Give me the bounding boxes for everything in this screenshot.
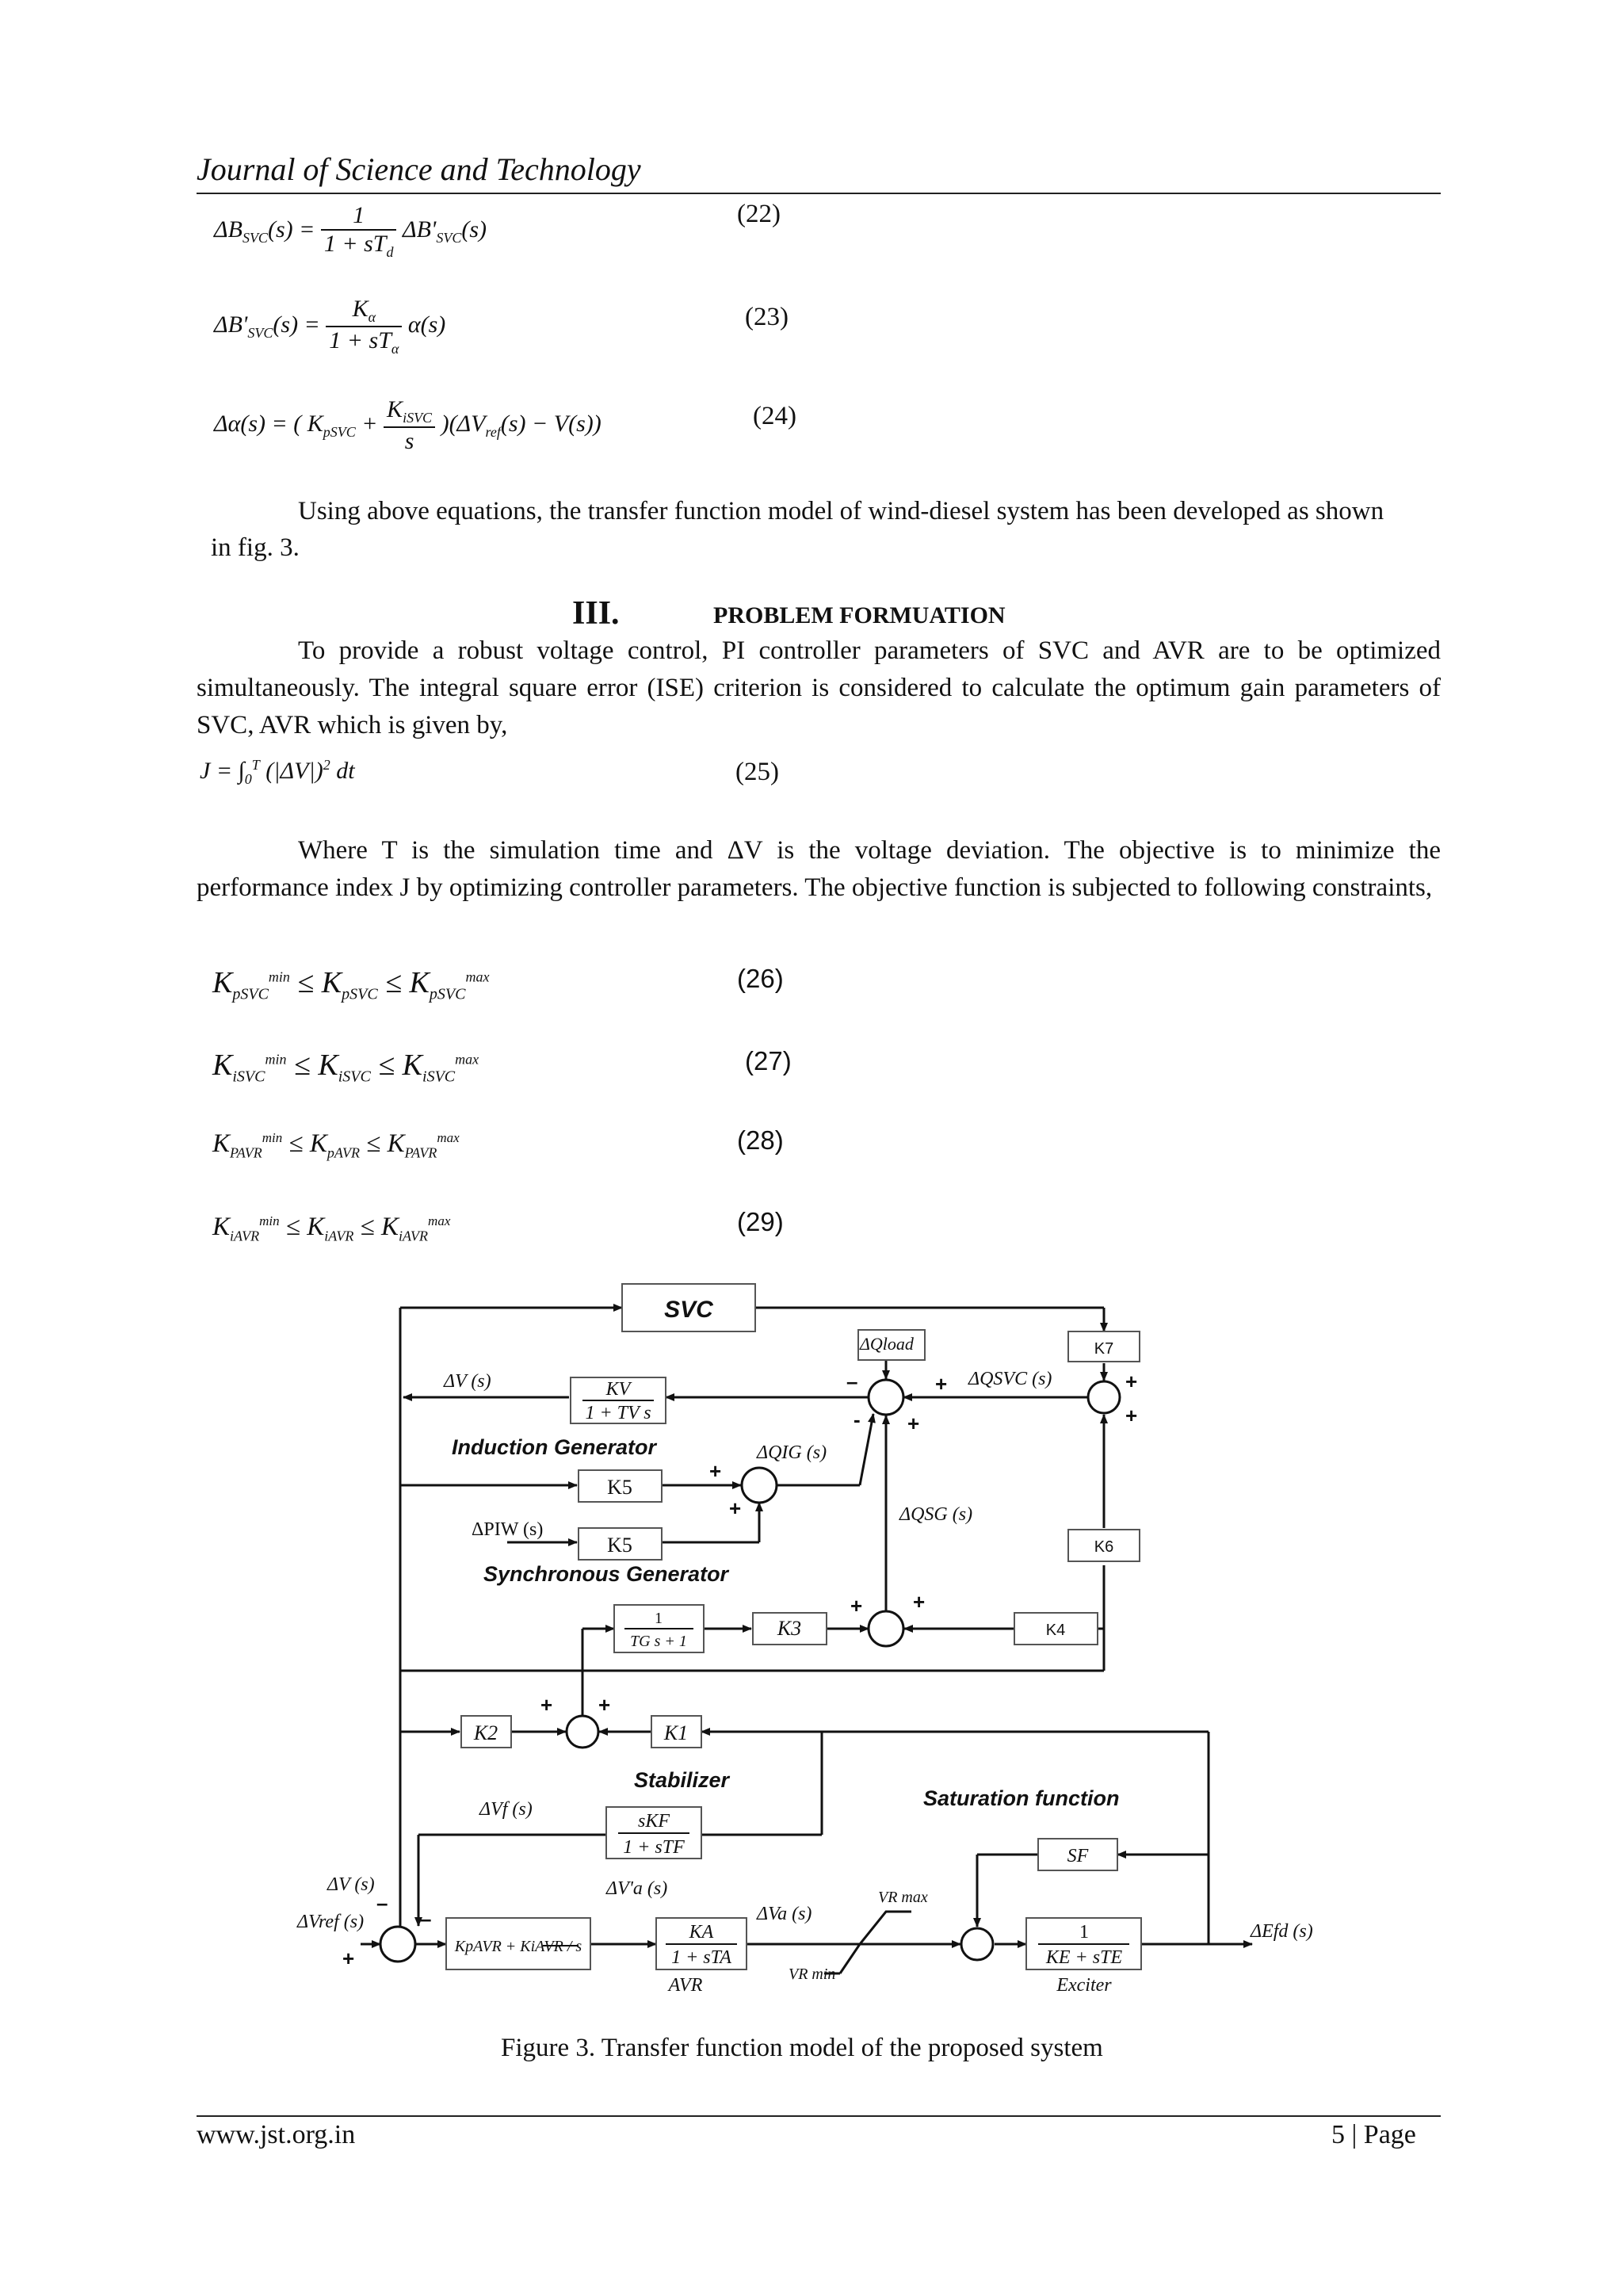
equation-26: $K_{pSVC}^{min} \le K_{pSVC} \le K_{pSVC}^{max}$ [212, 966, 490, 1003]
dq-sg-label: ΔQSG (s) [899, 1504, 973, 1525]
pi-label: KpAVR + KiAVR / s [454, 1938, 582, 1955]
k5-lower-label: K5 [607, 1534, 632, 1557]
stabilizer-numerator: sKF [637, 1811, 670, 1832]
footer-page-number: 5 | Page [1331, 2120, 1416, 2149]
dp-iw-label: ΔPIW (s) [472, 1519, 544, 1540]
dvf-label: ΔVf (s) [479, 1799, 533, 1820]
equation-23-number: (23) [745, 303, 789, 331]
equation-28-number: (28) [737, 1125, 784, 1155]
paragraph-1-line-1: Using above equations, the transfer function model of wind-diesel system has been developed as shown [298, 497, 1384, 525]
equation-22-number: (22) [737, 200, 781, 228]
sign-plus: + [540, 1693, 553, 1717]
ka-denominator: 1 + sTA [671, 1947, 731, 1968]
equation-22: $\Delta B_{SVC}(s)$ = $\frac{1}{1 + sT_d}$ $\Delta B'_{SVC}(s)$ [214, 202, 487, 260]
avr-summer [380, 1927, 415, 1962]
sign-plus: + [598, 1693, 611, 1717]
k6-label: K6 [1094, 1538, 1114, 1556]
paragraph-1-line-2: in fig. 3. [211, 533, 300, 562]
main-summer [869, 1380, 903, 1415]
section-title: PROBLEM FORMUATION [713, 602, 1006, 628]
vr-max-label: VR max [878, 1889, 928, 1906]
equation-26-number: (26) [737, 964, 784, 993]
stabilizer-denominator: 1 + sTF [623, 1837, 685, 1858]
sg-summer [869, 1611, 903, 1646]
footer-rule [197, 2115, 1441, 2117]
equation-27: $K_{iSVC}^{min} \le K_{iSVC} \le K_{iSVC}^{max}$ [212, 1049, 479, 1086]
sign-plus: + [1125, 1370, 1138, 1393]
equation-28: $K_{PAVR}^{min} \le K_{pAVR} \le K_{PAVR}^{max}$ [212, 1129, 460, 1161]
equation-29-number: (29) [737, 1207, 784, 1236]
k7-label: K7 [1094, 1340, 1114, 1358]
dq-svc-label: ΔQSVC (s) [968, 1369, 1052, 1389]
ka-numerator: KA [689, 1922, 714, 1943]
sign-plus: + [709, 1459, 722, 1483]
exciter-numerator: 1 [1079, 1922, 1089, 1943]
k2-label: K2 [473, 1721, 498, 1744]
kv-numerator: KV [605, 1379, 631, 1400]
synchronous-generator-label: Synchronous Generator [483, 1562, 729, 1586]
dv-label-bottom: ΔV (s) [327, 1874, 375, 1895]
k1-label: K1 [663, 1721, 689, 1744]
sign-plus: + [850, 1594, 863, 1618]
svc-label: SVC [664, 1297, 713, 1323]
saturation-function-label: Saturation function [923, 1786, 1120, 1810]
sign-plus: + [1125, 1404, 1138, 1427]
sign-plus: + [913, 1590, 926, 1614]
equation-23: $\Delta B'_{SVC}(s)$ = $\frac{K_\alpha}{1 + sT_\alpha}$ α(s) [214, 296, 446, 357]
dva-label: ΔVa (s) [757, 1904, 812, 1924]
kv-denominator: 1 + TV s [585, 1403, 651, 1423]
defd-label: ΔEfd (s) [1251, 1921, 1313, 1942]
sign-plus: + [935, 1372, 948, 1396]
section-number: III. [572, 595, 620, 632]
dv-label-top: ΔV (s) [444, 1371, 491, 1392]
dq-load-label: ΔQload [860, 1334, 914, 1354]
equation-24: Δα(s) = ( $K_{pSVC}$ + $\frac{K_{iSVC}}{s}$ )$(\Delta V_{ref}(s) - V(s))$ [214, 396, 601, 454]
dvref-label: ΔVref (s) [297, 1912, 365, 1932]
sign-minus: – [420, 1907, 432, 1931]
sf-label: SF [1067, 1846, 1089, 1866]
journal-title: Journal of Science and Technology [197, 151, 641, 187]
footer-website[interactable]: www.jst.org.in [197, 2120, 356, 2149]
sign-minus: - [854, 1408, 861, 1431]
tg-numerator: 1 [655, 1610, 663, 1627]
vr-min-label: VR min [789, 1966, 836, 1983]
equation-25: $J = \int_0^T$ $(|\Delta V|)^2$ dt [200, 757, 355, 787]
sign-minus: – [846, 1370, 858, 1393]
k5-upper-label: K5 [607, 1476, 632, 1499]
k3-label: K3 [777, 1617, 802, 1640]
svc-summer [1088, 1381, 1120, 1413]
exciter-label: Exciter [1056, 1975, 1112, 1996]
sign-plus: + [342, 1946, 355, 1970]
ig-summer [742, 1468, 777, 1503]
equation-27-number: (27) [745, 1046, 792, 1075]
stabilizer-summer [567, 1716, 598, 1748]
induction-generator-label: Induction Generator [452, 1435, 657, 1459]
sign-plus: + [907, 1412, 920, 1435]
paragraph-3: Where T is the simulation time and ΔV is the voltage deviation. The objective is to minimize the performance index J by optimizing controller parameters. The objective function is subjected to following constraints, [197, 836, 1441, 902]
k4-label: K4 [1045, 1622, 1066, 1639]
exciter-summer [961, 1928, 993, 1960]
equation-25-number: (25) [735, 758, 779, 786]
figure-caption: Figure 3. Transfer function model of the proposed system [501, 2034, 1103, 2062]
avr-label: AVR [668, 1975, 703, 1996]
dva-prime-label: ΔV'a (s) [606, 1878, 668, 1899]
equation-29: $K_{iAVR}^{min} \le K_{iAVR} \le K_{iAVR}^{max}$ [212, 1213, 451, 1244]
stabilizer-label: Stabilizer [634, 1768, 730, 1792]
exciter-denominator: KE + sTE [1045, 1947, 1123, 1968]
sign-plus: + [729, 1496, 742, 1520]
tg-denominator: TG s + 1 [630, 1633, 687, 1650]
dq-ig-label: ΔQIG (s) [757, 1442, 827, 1463]
sign-minus: – [376, 1891, 388, 1915]
equation-24-number: (24) [753, 402, 796, 430]
paragraph-2: To provide a robust voltage control, PI controller parameters of SVC and AVR are to be optimized simultaneously. The integral square error (ISE) criterion is considered to calculate the optimum gain parameters of SVC, AVR which is given by, [197, 636, 1441, 739]
